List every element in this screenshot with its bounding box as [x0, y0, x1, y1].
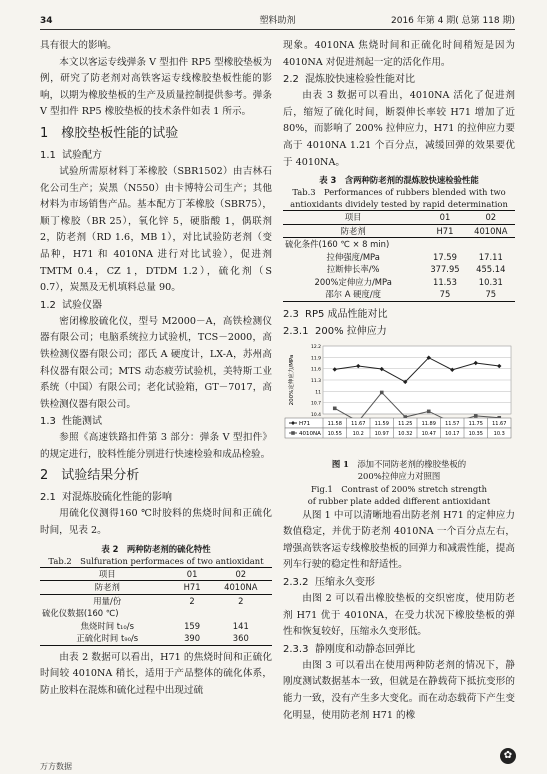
figure-caption-cn-2: 200%拉伸应力对照图	[357, 471, 441, 482]
subsubsection-title: 200% 拉伸应力	[315, 325, 387, 337]
table-cell: H71	[423, 224, 466, 238]
row-label: 正硫化时间 t₉₀/s	[40, 632, 175, 645]
data-label: 11.89	[421, 420, 436, 427]
table-cell	[210, 607, 272, 620]
table-cell: H71	[175, 581, 210, 595]
table-cell: 75	[467, 288, 515, 301]
section-heading	[40, 123, 272, 145]
paragraph: 参照《高速铁路扣件第 3 部分：弹条 V 型扣件》的规定进行，胶料性能分别进行快速检验和成品检验。	[40, 432, 272, 460]
paragraph: 本文以客运专线弹条 V 型扣件 RP5 型橡胶垫板为例，研究了防老剂对高铁客运专线橡胶垫板性能的影响，以期为橡胶垫板的生产及质量控制提供参考。弹条 V 型扣件 RP5 橡胶垫板的技术条件如表 1 所示。	[40, 56, 272, 118]
section-heading	[40, 465, 272, 487]
left-column	[40, 38, 272, 699]
table-caption-cn	[40, 543, 272, 555]
data-label: 10.97	[374, 430, 389, 437]
data-label: 11.59	[374, 420, 389, 427]
table-label: 表 3	[319, 175, 337, 186]
row-label: 焦烧时间 t₁₀/s	[80, 620, 134, 631]
subsection-number: 1.2	[40, 299, 56, 311]
right-column	[283, 38, 515, 724]
subsection-heading	[40, 297, 272, 314]
subsection-title: RP5 成品性能对比	[305, 308, 388, 320]
table-cell: 360	[210, 632, 272, 645]
table-row	[283, 288, 515, 301]
line-chart	[283, 340, 515, 458]
table-cell: 455.14	[476, 264, 506, 275]
table-row	[40, 620, 272, 633]
issue-info: 2016 年第 4 期( 总第 118 期)	[391, 16, 515, 26]
paragraph: 从图 1 中可以清晰地看出防老剂 H71 的定伸应力数值稳定，并优于防老剂 4010NA 一个百分点左右，增强高铁客运专线橡胶垫板的回弹力和减震性能，提高列车行驶的稳定性和舒适性。	[283, 509, 515, 571]
figure-title: 添加不同防老剂的橡胶垫板的	[357, 458, 467, 469]
paragraph: 试验所需原材料丁苯橡胶（SBR1502）由吉林石化公司生产；炭黑（N550）由卡博特公司生产；其他材料为市场销售产品。基本配方丁苯橡胶（SBR75），顺丁橡胶（BR 25），氧化锌 5，硬脂酸 1，偶联剂 2，防老剂（RD 1.6，MB 1），对比试验防老剂（变品种，H71 和 4010NA 进行对比试验），促进剂 TMTM 0.4，CZ 1，DTDM 1.2），硫化剂（S 0.7），炭黑及无机填料总量 90。	[40, 165, 272, 294]
data-label: 10.47	[421, 430, 436, 437]
data-point	[427, 409, 431, 413]
data-label: 10.2	[352, 430, 364, 437]
section-title: 橡胶垫板性能的试验	[61, 125, 179, 141]
y-tick-label: 10.4	[310, 412, 321, 418]
data-table	[40, 567, 272, 646]
paragraph: 由表 2 数据可以看出，H71 的焦烧时间和正硫化时间较 4010NA 稍长，适用于产品整体的硫化体系，防止胶料在混炼和硫化过程中出现过硫	[40, 651, 272, 696]
subsection-number: 2.3	[283, 308, 299, 320]
col-header: 项目	[283, 211, 423, 225]
y-tick-label: 12.2	[310, 344, 321, 350]
figure-caption-en	[283, 483, 515, 496]
table-row	[283, 224, 515, 238]
legend-label: H71	[299, 420, 311, 427]
table-cell: 159	[184, 620, 201, 631]
data-label: 10.35	[468, 430, 483, 437]
col-header: 项目	[40, 567, 175, 581]
table-row	[283, 276, 515, 289]
data-point	[474, 414, 478, 418]
table-cell: 141	[232, 620, 249, 631]
paragraph: 由图 3 可以看出在使用两种防老剂的情况下，静刚度测试数据基本一致，但就是在静载荷下抵抗变形的能力一致，没有产生多大变化。而在动态载荷下产生变化明显，使用防老剂 H71 的橡	[283, 659, 515, 721]
data-label: 11.57	[445, 420, 460, 427]
y-tick-label: 10.7	[310, 401, 321, 407]
subsubsection-title: 静刚度和动静态回弹比	[315, 643, 415, 655]
y-tick-label: 11	[315, 389, 321, 395]
table-3	[283, 174, 515, 302]
table-label-en: Tab.3	[292, 187, 316, 198]
table-cell: 4010NA	[467, 224, 515, 238]
figure-label-en: Fig.1	[310, 483, 333, 494]
row-label: 防老剂	[283, 224, 423, 238]
section-title: 试验结果分析	[61, 468, 140, 484]
table-cell: 2	[189, 595, 195, 606]
table-cell: 17.11	[478, 251, 503, 262]
table-row	[283, 263, 515, 276]
y-tick-label: 11.9	[310, 355, 321, 361]
subsubsection-heading	[283, 323, 515, 340]
table-cell: 17.59	[432, 251, 457, 262]
running-header	[40, 14, 515, 30]
table-header-row	[283, 211, 515, 225]
data-table	[283, 210, 515, 302]
table-title: 两种防老剂的硫化特性	[126, 543, 211, 554]
table-cell: 75	[423, 288, 466, 301]
subsection-number: 2.2	[283, 74, 299, 86]
col-header: 01	[423, 211, 466, 225]
footer-watermark: 万方数据	[40, 762, 72, 771]
paragraph: 具有很大的影响。	[40, 40, 117, 51]
table-cell: 11.53	[432, 276, 457, 287]
subsection-heading	[283, 306, 515, 323]
table-title-en: Performances of rubbers blended with two antioxidants dividely tested by rapid determination	[290, 187, 508, 210]
table-label-en: Tab.2	[48, 555, 72, 566]
data-label: 11.75	[468, 420, 483, 427]
subsubsection-heading	[283, 641, 515, 658]
page-number: 34	[40, 16, 53, 26]
figure-1-chart	[283, 340, 515, 458]
table-caption-cn	[283, 174, 515, 186]
subsubsection-title: 压缩永久变形	[315, 577, 375, 589]
col-header: 02	[210, 567, 272, 581]
legend-marker	[291, 431, 295, 435]
subsection-title: 混炼胶快速检验性能对比	[305, 74, 415, 86]
table-cell	[423, 238, 466, 251]
subsubsection-number: 2.3.3	[283, 643, 309, 655]
data-point	[380, 390, 384, 394]
page-corner-icon: ✿	[500, 748, 516, 764]
subsubsection-heading	[283, 574, 515, 591]
table-title: 含两种防老剂的混炼胶快速检验性能	[344, 175, 479, 186]
table-2	[40, 543, 272, 646]
subsection-heading	[283, 71, 515, 88]
paragraph: 由图 2 可以看出橡胶垫板的交织密度，使用防老剂 H71 优于 4010NA，在受力状况下橡胶垫板的弹性和恢复较好，压缩永久变形低。	[283, 593, 515, 638]
paragraph: 用硫化仪测得160 ℃时胶料的焦烧时间和正硫化时间，见表 2。	[40, 508, 272, 537]
subsection-title: 试验配方	[62, 149, 102, 161]
row-label: 防老剂	[40, 581, 175, 595]
subsection-title: 试验仪器	[62, 299, 102, 311]
subsection-heading	[40, 147, 272, 164]
subsubsection-number: 2.3.2	[283, 577, 309, 589]
paragraph: 由表 3 数据可以看出，4010NA 活化了促进剂后，缩短了硫化时间，断裂伸长率较 H71 增加了近 80%，而影响了 200% 拉伸应力，H71 的拉伸应力要高于 4010NA 1.21 个百分点，减缓回弹的效果要优于 4010NA。	[283, 90, 515, 168]
table-caption-en	[40, 555, 272, 567]
y-tick-label: 11.3	[310, 378, 321, 384]
data-label: 11.67	[351, 420, 366, 427]
section-number: 1	[40, 125, 49, 141]
data-point	[333, 406, 337, 410]
table-row	[40, 581, 272, 595]
table-cell: 390	[175, 632, 210, 645]
table-row	[283, 238, 515, 251]
col-header: 02	[467, 211, 515, 225]
table-row	[40, 594, 272, 607]
data-label: 10.55	[327, 430, 342, 437]
row-label: 硫化仪数据(160 ℃)	[42, 608, 119, 619]
subsection-heading	[40, 413, 272, 430]
table-cell: 377.95	[430, 264, 460, 275]
journal-name: 塑料助剂	[259, 16, 296, 26]
subsection-heading	[40, 489, 272, 506]
table-cell	[175, 607, 210, 620]
subsubsection-number: 2.3.1	[283, 325, 309, 337]
figure-caption	[283, 458, 515, 508]
subsection-number: 2.1	[40, 492, 56, 504]
y-tick-label: 11.6	[310, 367, 321, 373]
table-title-en: Sulfuration performaces of two antioxidant	[80, 555, 264, 566]
paragraph: 密闭橡胶硫化仪，型号 M2000－A，高铁检测仪器有限公司；电脑系统拉力试验机，TCS－2000，高铁检测仪器有限公司；邵氏 A 硬度计，LX-A，苏州高科仪器有限公司；MTS 动态疲劳试验机，美特斯工业系统（中国）有限公司；老化试验箱，GT－7017，高铁检测仪器有限公司。	[40, 315, 272, 410]
data-label: 10.17	[445, 430, 460, 437]
table-cell: 10.31	[478, 276, 503, 287]
figure-caption-cn	[283, 458, 515, 471]
subsection-number: 1.3	[40, 416, 56, 428]
row-label: 拉断伸长率/%	[326, 264, 380, 275]
table-label: 表 2	[101, 543, 119, 554]
data-label: 11.67	[492, 420, 507, 427]
row-label: 硫化条件(160 ℃ × 8 min)	[285, 239, 390, 250]
table-caption-en	[283, 186, 515, 210]
table-cell	[467, 238, 515, 251]
data-label: 10.3	[493, 430, 505, 437]
figure-title-en: Contrast of 200% stretch strength	[341, 483, 488, 494]
col-header: 01	[175, 567, 210, 581]
subsection-title: 对混炼胶硫化性能的影响	[62, 492, 172, 504]
data-label: 10.32	[398, 430, 413, 437]
subsection-number: 1.1	[40, 149, 56, 161]
section-number: 2	[40, 468, 49, 484]
figure-label: 图 1	[331, 458, 349, 469]
row-label: 200%定伸应力/MPa	[314, 276, 392, 287]
table-row	[283, 251, 515, 264]
table-row	[40, 632, 272, 645]
subsection-title: 性能测试	[62, 416, 102, 428]
table-row	[40, 607, 272, 620]
row-label: 邵尔 A 硬度/度	[283, 288, 423, 301]
table-cell: 4010NA	[210, 581, 272, 595]
legend-label: 4010NA	[299, 430, 321, 437]
data-label: 11.58	[327, 420, 342, 427]
figure-caption-en-2: of rubber plate added different antioxidant	[307, 496, 491, 507]
data-label: 11.25	[398, 420, 413, 427]
row-label: 用量/份	[93, 595, 122, 606]
table-header-row	[40, 567, 272, 581]
row-label: 拉伸强度/MPa	[326, 251, 380, 262]
y-axis-label: 200%定伸应力/MPa	[289, 354, 295, 406]
table-cell: 2	[238, 595, 244, 606]
paragraph: 现象。4010NA 焦烧时间和正硫化时间稍短是因为 4010NA 对促进剂起一定的活化作用。	[283, 40, 515, 68]
